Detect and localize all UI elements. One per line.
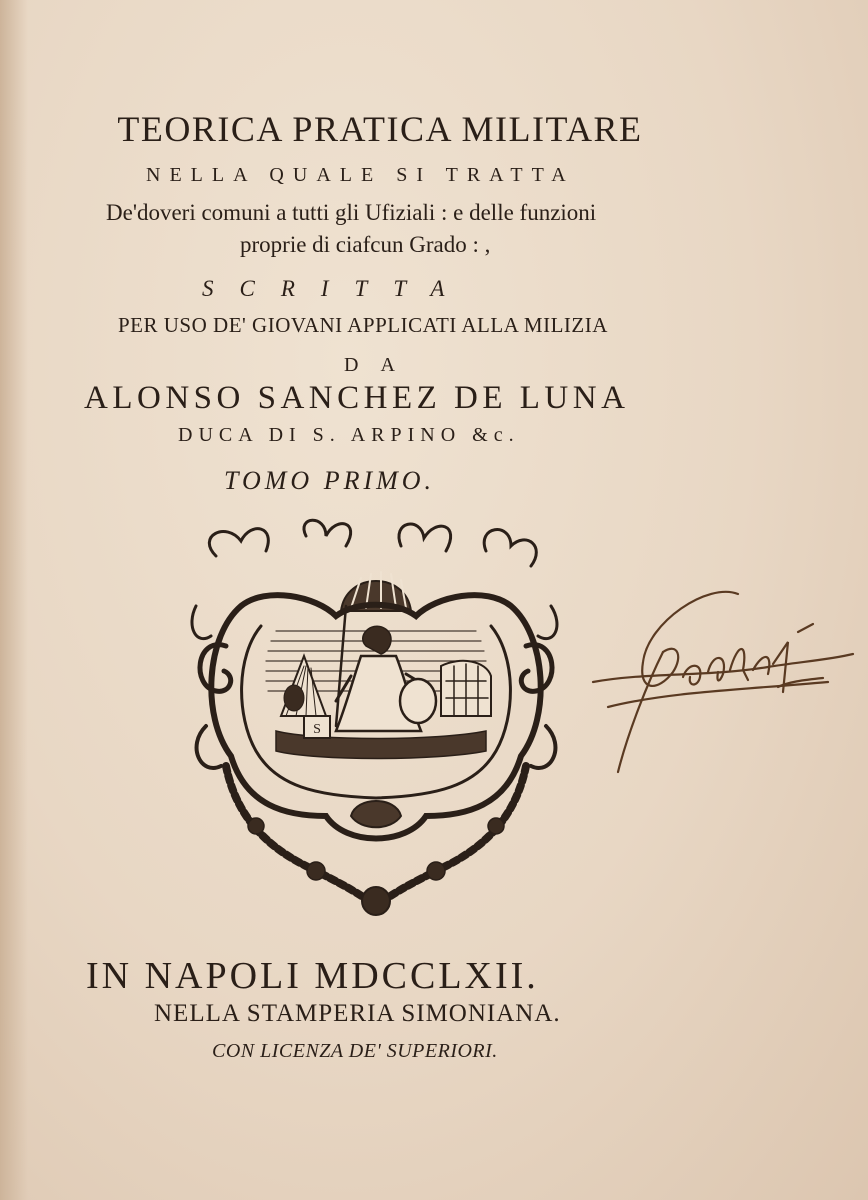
description-line-2: proprie di ciafcun Grado : , bbox=[240, 232, 491, 257]
purpose-line: PER USO DE' GIOVANI APPLICATI ALLA MILIZIA bbox=[118, 313, 608, 337]
imprint-printer: NELLA STAMPERIA SIMONIANA. bbox=[154, 1000, 561, 1027]
imprint-place-date: IN NAPOLI MDCCLXII. bbox=[86, 955, 539, 997]
imprint-license: CON LICENZA DE' SUPERIORI. bbox=[212, 1040, 498, 1062]
engraved-cartouche-minerva-icon bbox=[186, 516, 566, 920]
author-name: ALONSO SANCHEZ DE LUNA bbox=[84, 380, 630, 416]
description-line-1: De'doveri comuni a tutti gli Ufiziali : e delle funzioni bbox=[106, 200, 597, 225]
subtitle: NELLA QUALE SI TRATTA bbox=[146, 164, 575, 186]
da-label: DA bbox=[344, 354, 417, 376]
volume-label: TOMO PRIMO. bbox=[224, 466, 436, 495]
scritta-label: SCRITTA bbox=[202, 276, 471, 301]
shield-letter: S bbox=[313, 722, 321, 737]
handwritten-signature-icon bbox=[588, 582, 858, 782]
book-title: TEORICA PRATICA MILITARE bbox=[117, 109, 643, 149]
author-title: DUCA DI S. ARPINO &c. bbox=[178, 424, 520, 446]
